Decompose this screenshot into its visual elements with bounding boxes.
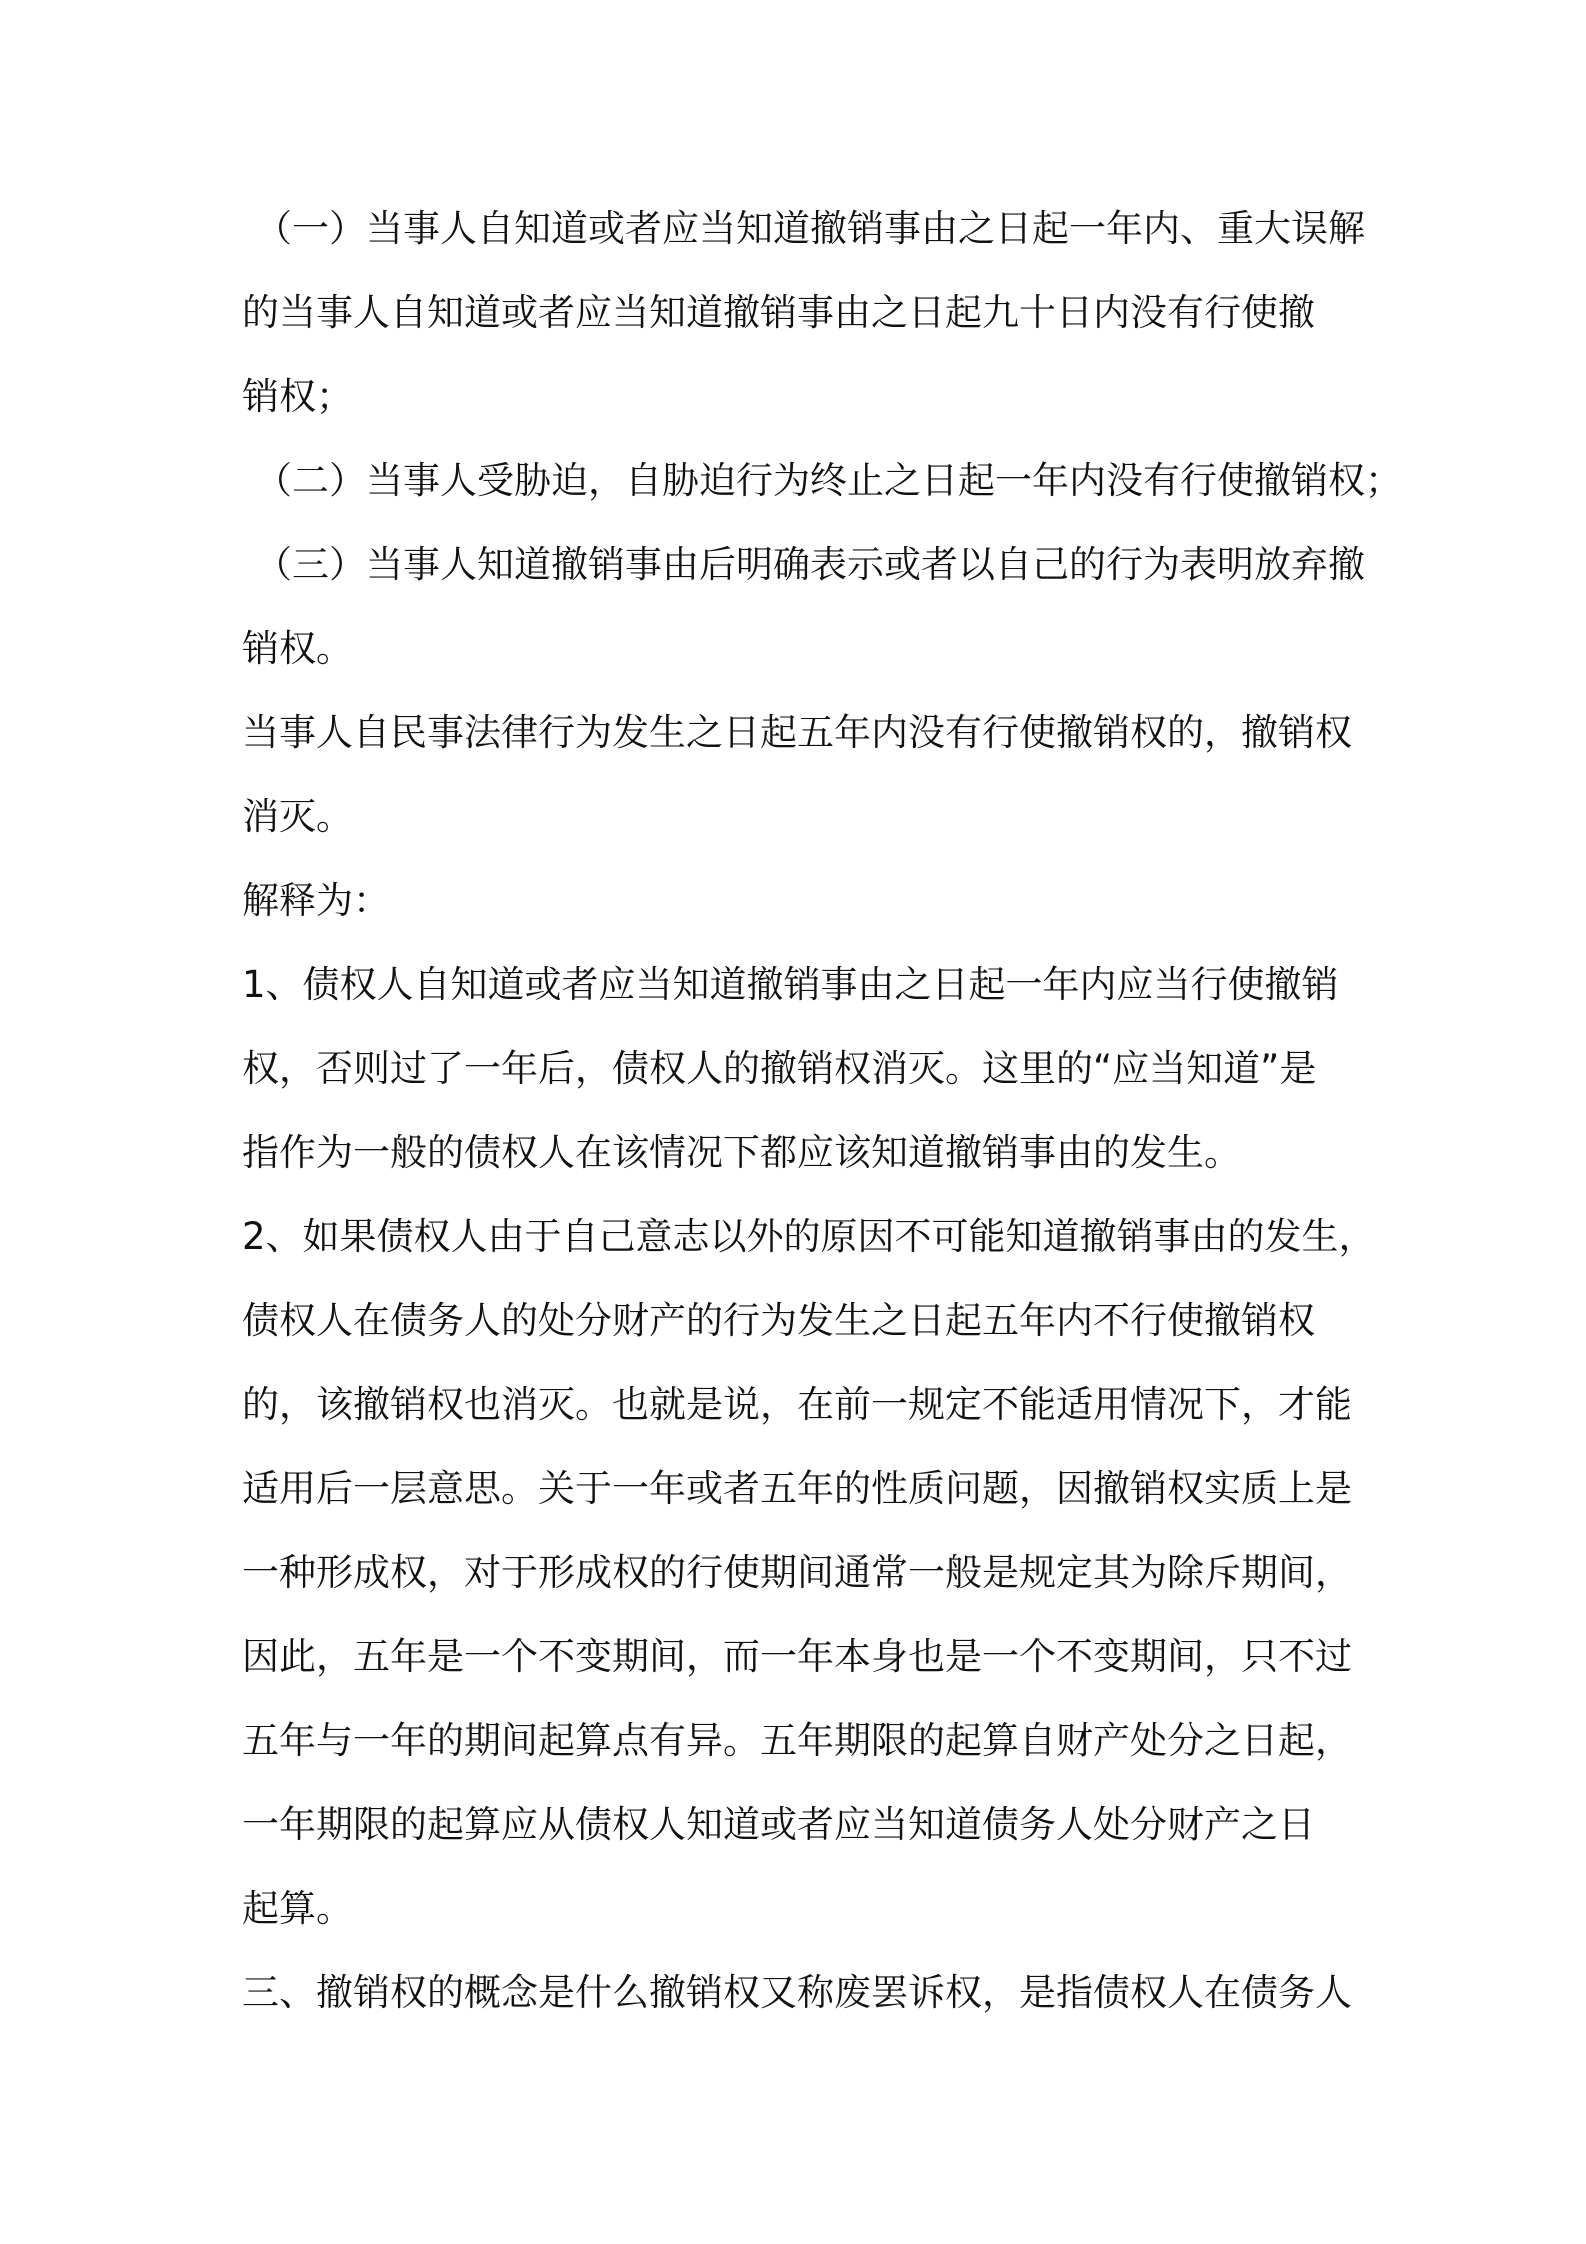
text-line: 当事人自民事法律行为发生之日起五年内没有行使撤销权的，撤销权 [242,711,1352,754]
text-line: 解释为： [242,879,390,922]
text-line: 的，该撤销权也消灭。也就是说，在前一规定不能适用情况下，才能 [242,1383,1352,1426]
text-line: （三）当事人知道撤销事由后明确表示或者以自己的行为表明放弃撤 [255,543,1365,586]
text-line: （二）当事人受胁迫，自胁迫行为终止之日起一年内没有行使撤销权； [255,459,1402,502]
text-line: 起算。 [242,1887,353,1930]
text-line: 1、债权人自知道或者应当知道撤销事由之日起一年内应当行使撤销 [242,963,1339,1006]
text-line: 债权人在债务人的处分财产的行为发生之日起五年内不行使撤销权 [242,1299,1315,1342]
text-line: 三、撤销权的概念是什么撤销权又称废罢诉权，是指债权人在债务人 [242,1971,1352,2014]
text-line: （一）当事人自知道或者应当知道撤销事由之日起一年内、重大误解 [255,207,1365,250]
text-line: 五年与一年的期间起算点有异。五年期限的起算自财产处分之日起， [242,1719,1352,1762]
text-line: 适用后一层意思。关于一年或者五年的性质问题，因撤销权实质上是 [242,1467,1352,1510]
text-line: 权，否则过了一年后，债权人的撤销权消灭。这里的“应当知道”是 [242,1047,1317,1090]
text-line: 消灭。 [242,795,353,838]
text-line: 一种形成权，对于形成权的行使期间通常一般是规定其为除斥期间， [242,1551,1352,1594]
text-line: 因此，五年是一个不变期间，而一年本身也是一个不变期间，只不过 [242,1635,1352,1678]
text-line: 的当事人自知道或者应当知道撤销事由之日起九十日内没有行使撤 [242,291,1315,334]
text-line: 销权。 [242,627,353,670]
text-line: 一年期限的起算应从债权人知道或者应当知道债务人处分财产之日 [242,1803,1315,1846]
text-line: 2、如果债权人由于自己意志以外的原因不可能知道撤销事由的发生， [242,1215,1376,1258]
text-line: 指作为一般的债权人在该情况下都应该知道撤销事由的发生。 [242,1131,1241,1174]
text-line: 销权； [242,375,353,418]
